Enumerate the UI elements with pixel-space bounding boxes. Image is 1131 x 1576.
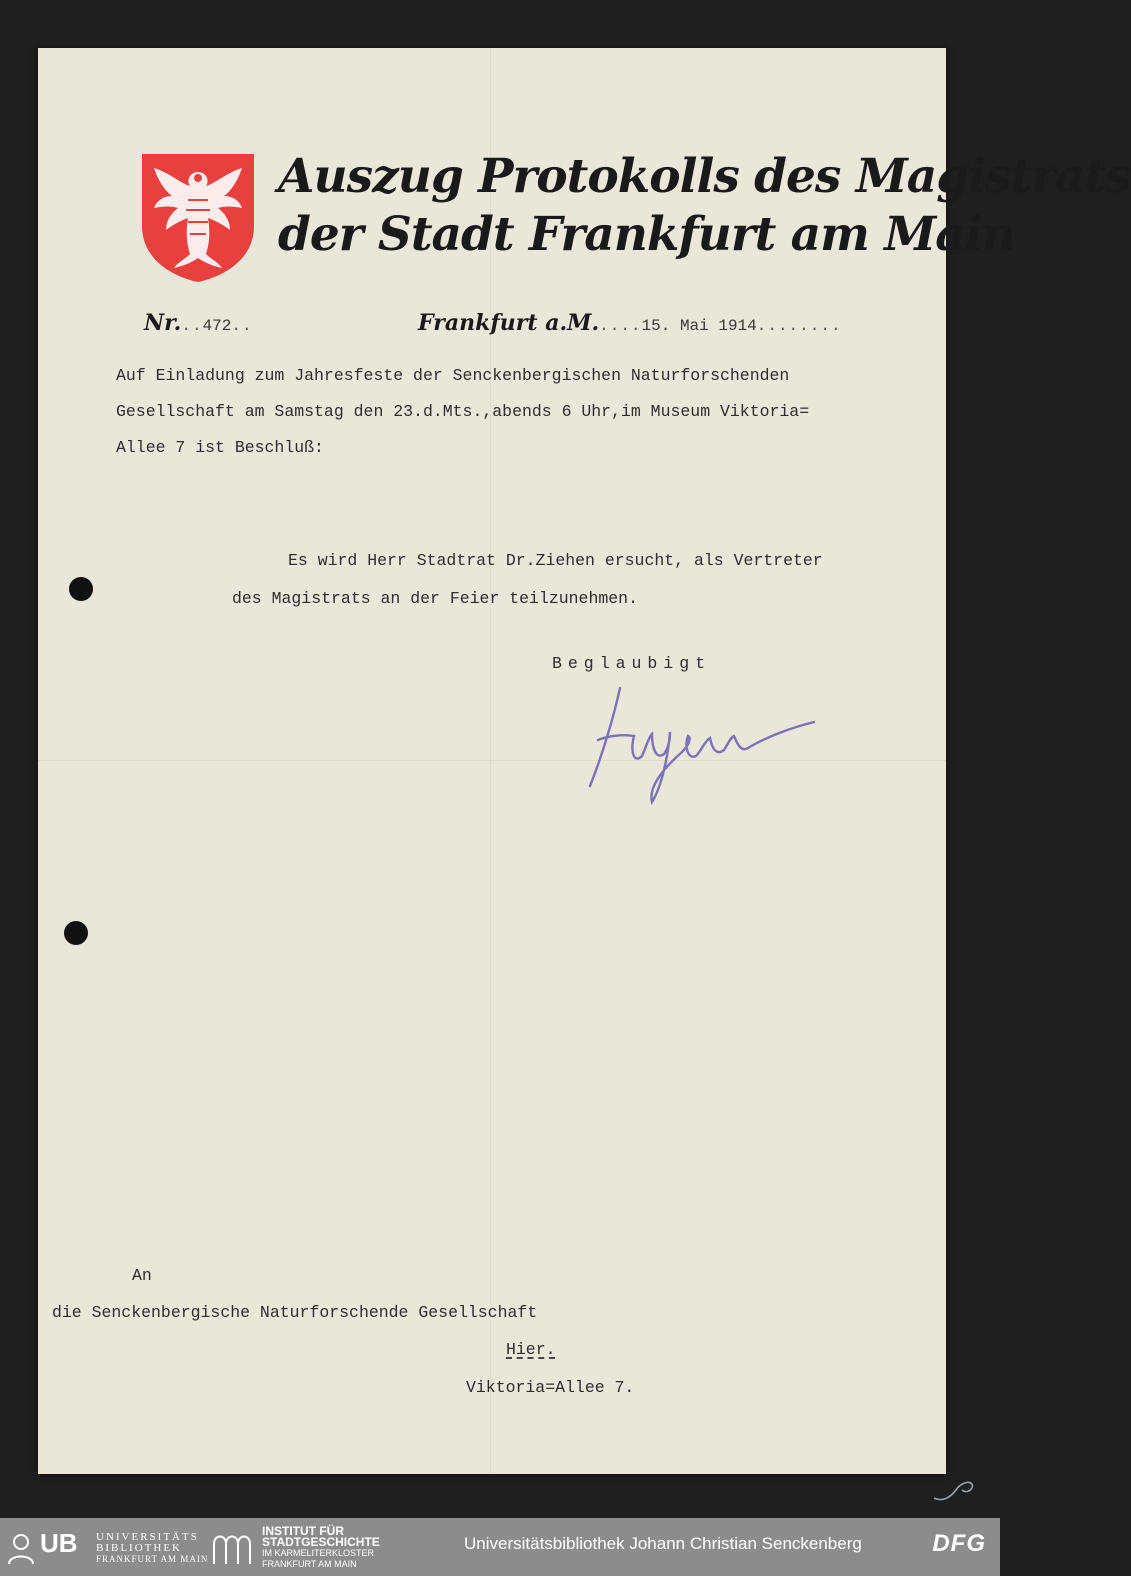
ub-mark: UB — [40, 1528, 78, 1558]
nr-label: Nr. — [144, 310, 182, 336]
letterhead-title — [278, 148, 1131, 264]
subject-line3: Allee 7 ist Beschluß: — [116, 438, 324, 457]
place-date: Frankfurt a.M.....15. Mai 1914........ — [418, 310, 842, 336]
resolution-line2: des Magistrats an der Feier teilzunehmen. — [232, 589, 638, 608]
resolution-paragraph — [232, 542, 823, 618]
footer-bar — [0, 1518, 1000, 1576]
letterhead-title-line1: Auszug Protokolls des Magistrats — [278, 149, 1131, 204]
dfg-logo: DFG — [932, 1530, 986, 1557]
isg-line1: INSTITUT FÜR — [262, 1524, 344, 1538]
certified-label: Beglaubigt — [552, 654, 712, 673]
letterhead-title-line2: der Stadt Frankfurt am Main — [278, 207, 1015, 262]
isg-line3: IM KARMELITERKLOSTER — [262, 1548, 375, 1558]
frankfurt-eagle-crest-icon — [138, 150, 258, 284]
isg-text — [262, 1526, 380, 1570]
punch-hole-bottom — [64, 921, 88, 945]
address-hier: Hier. — [506, 1340, 556, 1359]
isg-line4: FRANKFURT AM MAIN — [262, 1559, 357, 1569]
place-label: Frankfurt a.M. — [418, 310, 600, 336]
punch-hole-top — [69, 577, 93, 601]
ub-line3: FRANKFURT AM MAIN — [96, 1554, 209, 1564]
nr-value: 472 — [202, 317, 232, 335]
ub-line1: UNIVERSITÄTS — [96, 1531, 199, 1543]
subject-line1: Auf Einladung zum Jahresfeste der Senckenbergischen Naturforschenden — [116, 366, 790, 385]
document-page — [38, 48, 1131, 1474]
ub-line2: BIBLIOTHEK — [96, 1542, 182, 1554]
pencil-mark-icon — [928, 1468, 978, 1508]
protocol-number: Nr...472.. — [144, 310, 253, 336]
address-recipient: die Senckenbergische Naturforschende Gesellschaft — [52, 1303, 538, 1322]
handwritten-signature — [578, 676, 818, 806]
ub-text — [96, 1532, 208, 1565]
subject-line2: Gesellschaft am Samstag den 23.d.Mts.,abends 6 Uhr,im Museum Viktoria= — [116, 402, 810, 421]
date-value: 15. Mai 1914 — [641, 317, 757, 335]
resolution-line1: Es wird Herr Stadtrat Dr.Ziehen ersucht, als Vertreter — [288, 551, 823, 570]
address-an: An — [132, 1266, 152, 1285]
isg-line2: STADTGESCHICHTE — [262, 1535, 380, 1549]
isg-arches-icon — [212, 1530, 252, 1564]
library-name: Universitätsbibliothek Johann Christian Senckenberg — [464, 1534, 862, 1553]
address-street: Viktoria=Allee 7. — [466, 1378, 635, 1397]
subject-paragraph — [116, 358, 936, 466]
ub-portrait-icon — [6, 1530, 36, 1564]
